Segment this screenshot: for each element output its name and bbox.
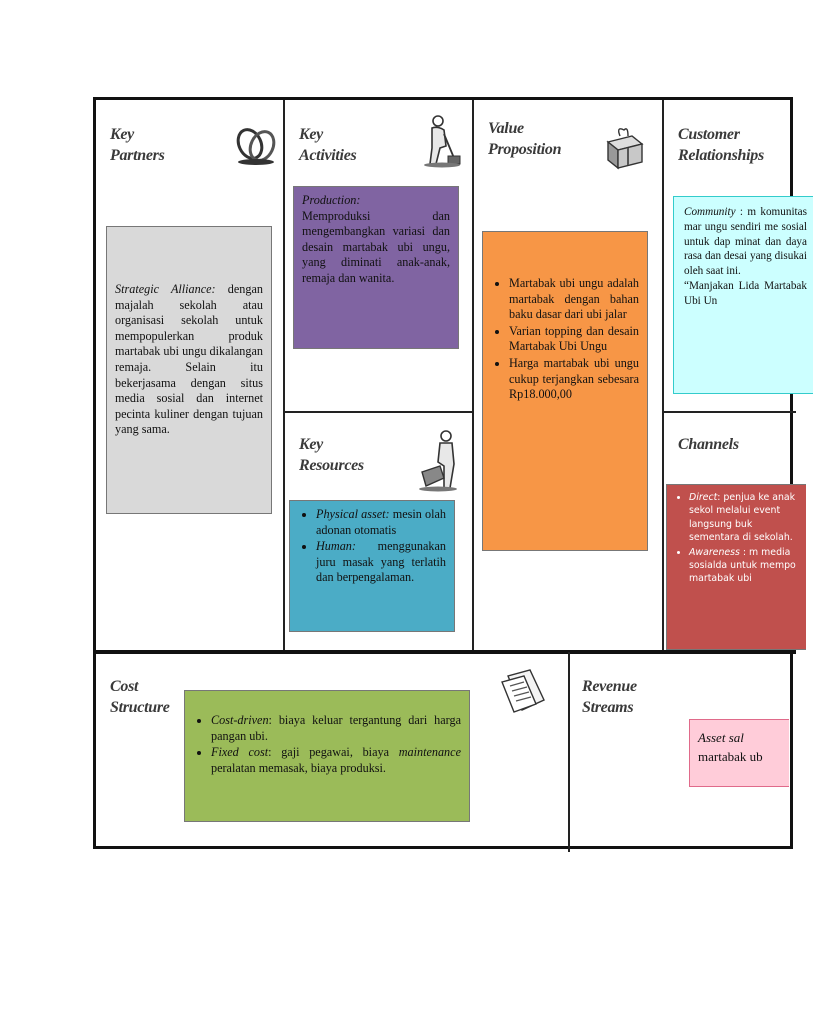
receipt-icon bbox=[500, 668, 548, 714]
worker-cleaning-icon bbox=[418, 114, 464, 168]
cost-structure-title: Cost Structure bbox=[110, 678, 170, 716]
value-item: • Martabak ubi ungu adalah martabak dengan bahan baku dasar dari ubi jalar bbox=[509, 276, 639, 323]
business-model-canvas bbox=[93, 97, 807, 849]
key-activities-box bbox=[293, 186, 459, 349]
channel-item-direct: • Direct: penjua ke anak sekol melalui event langsung buk sementara di sekolah. bbox=[689, 491, 800, 545]
customer-relationships-title: Customer Relationships bbox=[678, 126, 764, 164]
gift-box-icon bbox=[602, 124, 646, 172]
key-partners-box bbox=[106, 226, 272, 514]
worker-machine-icon bbox=[418, 428, 462, 492]
production-label: Production: bbox=[302, 193, 361, 207]
resource-item-physical: • Physical asset: mesin olah adonan otomatis bbox=[316, 507, 446, 538]
divider-cost-revenue bbox=[568, 652, 570, 852]
asset-sale-label: Asset sal bbox=[698, 730, 744, 745]
customer-quote: “Manjakan Lida Martabak Ubi Un bbox=[684, 279, 807, 307]
value-proposition-box bbox=[482, 231, 648, 551]
divider-value-customer bbox=[662, 100, 664, 652]
cost-structure-box bbox=[184, 690, 470, 822]
channels-box bbox=[666, 484, 806, 650]
cost-item-driven: • Cost-driven: biaya keluar tergantung dari harga pangan ubi. bbox=[211, 713, 461, 744]
value-item: • Varian topping dan desain Martabak Ubi Ungu bbox=[509, 324, 639, 355]
channel-item-awareness: • Awareness : m media sosialda untuk mempo martabak ubi bbox=[689, 546, 800, 586]
divider-activities-value bbox=[472, 100, 474, 652]
customer-relationships-box bbox=[673, 196, 813, 394]
strategic-alliance-text: dengan majalah sekolah atau organisasi sekolah untuk mempopulerkan produk martabak ubi ungu dikalangan remaja. Selain itu bekerjasama dengan situs media sosial dan internet pecinta kuliner dengan tujuan yang sama. bbox=[115, 282, 263, 437]
channels-title: Channels bbox=[678, 436, 739, 453]
cost-item-fixed: • Fixed cost: gaji pegawai, biaya maintenance peralatan memasak, biaya produksi. bbox=[211, 745, 461, 776]
key-activities-title: Key Activities bbox=[299, 126, 357, 164]
production-text: Memproduksi dan mengembangkan variasi dan desain martabak ubi ungu, yang diminati anak-anak, remaja dan wanita. bbox=[302, 208, 450, 285]
divider-partners-activities bbox=[283, 100, 285, 652]
strategic-alliance-label: Strategic Alliance: bbox=[115, 282, 216, 296]
revenue-streams-box bbox=[689, 719, 789, 787]
resource-item-human: • Human: menggunakan juru masak yang terlatih dan berpengalaman. bbox=[316, 539, 446, 586]
community-label: Community bbox=[684, 206, 736, 218]
community-text: : m komunitas mar ungu sendiri me sosial untuk dap minat dan daya rasa dan desai yang disukai oleh saat ini. bbox=[684, 206, 807, 278]
asset-sale-text: martabak ub bbox=[698, 749, 763, 764]
revenue-streams-title: Revenue Streams bbox=[582, 678, 637, 716]
divider-activities-resources bbox=[285, 411, 472, 413]
value-proposition-title: Value Proposition bbox=[488, 120, 562, 158]
key-resources-title: Key Resources bbox=[299, 436, 364, 474]
divider-customer-channels bbox=[664, 411, 796, 413]
key-partners-title: Key Partners bbox=[110, 126, 165, 164]
value-item: • Harga martabak ubi ungu cukup terjangkan sebesara Rp18.000,00 bbox=[509, 356, 639, 403]
divider-top-bottom bbox=[96, 650, 796, 654]
linked-rings-icon bbox=[232, 124, 280, 168]
key-resources-box bbox=[289, 500, 455, 632]
